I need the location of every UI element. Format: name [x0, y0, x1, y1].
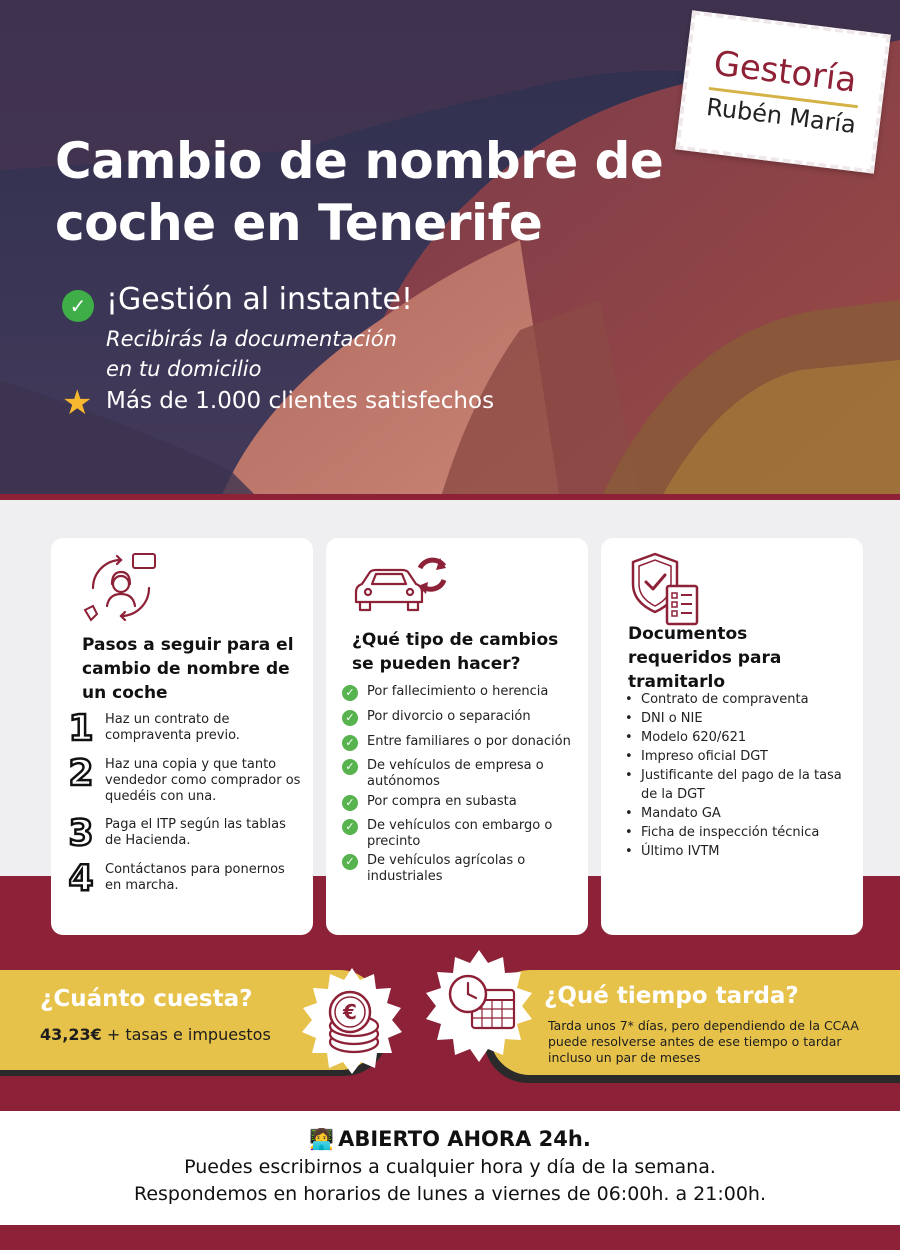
step-item	[65, 858, 305, 899]
brand-logo[interactable]	[675, 10, 891, 173]
feature-instant-subtitle-line2: en tu domicilio	[106, 357, 262, 381]
price-amount: 43,23€	[40, 1025, 102, 1044]
change-item	[342, 709, 582, 729]
change-item	[342, 734, 582, 754]
support-agent-icon	[81, 548, 161, 628]
feature-instant-title: ¡Gestión al instante!	[106, 282, 414, 317]
feature-instant-subtitle-line1: Recibirás la documentación	[106, 327, 397, 351]
document-item: • Último IVTM	[623, 842, 853, 861]
step-text: Contáctanos para ponernos en marcha.	[105, 862, 285, 893]
document-item: • Modelo 620/621	[623, 728, 853, 747]
changes-title: ¿Qué tipo de cambios se pueden hacer?	[352, 630, 559, 674]
step-number: 3	[68, 813, 94, 854]
feature-instant-subtitle	[106, 324, 397, 384]
steps-title: Pasos a seguir para el cambio de nombre de un coche	[82, 635, 294, 703]
step-number: 1	[68, 708, 94, 749]
document-item: • Contrato de compraventa	[623, 690, 853, 709]
check-icon: ✓	[342, 710, 358, 726]
document-item: • Ficha de inspección técnica	[623, 823, 853, 842]
price-text	[40, 1025, 271, 1044]
footer-line1: Puedes escribirnos a cualquier hora y día de la semana.	[184, 1156, 716, 1178]
logo-line2: Rubén María	[704, 92, 858, 140]
step-number: 4	[68, 858, 94, 899]
check-icon: ✓	[342, 759, 358, 775]
price-title: ¿Cuánto cuesta?	[40, 986, 253, 1012]
card-steps	[51, 538, 313, 935]
clock-calendar-icon	[420, 948, 538, 1066]
document-item: • DNI o NIE	[623, 709, 853, 728]
page-title: Cambio de nombre de coche en Tenerife	[55, 132, 664, 252]
step-text: Paga el ITP según las tablas de Hacienda.	[105, 817, 286, 848]
shield-document-icon	[627, 550, 707, 630]
card-documents	[601, 538, 863, 935]
step-item	[65, 813, 305, 854]
change-text: Por compra en subasta	[367, 794, 517, 809]
check-circle-icon: ✓	[62, 290, 94, 322]
change-item	[342, 818, 582, 852]
svg-text:€: €	[343, 1000, 357, 1024]
step-item	[65, 708, 305, 749]
price-suffix: + tasas e impuestos	[101, 1025, 271, 1044]
step-text: Haz un contrato de compraventa previo.	[105, 712, 240, 743]
step-number: 2	[68, 753, 94, 794]
change-text: De vehículos con embargo o precinto	[367, 818, 553, 849]
documents-list	[623, 690, 853, 861]
open-status-text: ABIERTO AHORA 24h.	[338, 1127, 591, 1151]
star-icon: ★	[62, 383, 93, 423]
change-item	[342, 684, 582, 704]
change-item	[342, 758, 582, 792]
logo-line1: Gestoría	[711, 43, 859, 101]
document-item: • Justificante del pago de la tasa de la DGT	[623, 766, 853, 804]
coins-euro-icon	[296, 966, 408, 1078]
document-item: • Impreso oficial DGT	[623, 747, 853, 766]
check-icon: ✓	[342, 735, 358, 751]
documents-title: Documentos requeridos para tramitarlo	[628, 624, 782, 692]
change-text: Por divorcio o separación	[367, 709, 531, 724]
change-text: Por fallecimiento o herencia	[367, 684, 549, 699]
step-item	[65, 753, 305, 809]
hero-divider	[0, 494, 900, 500]
check-icon: ✓	[342, 854, 358, 870]
change-text: De vehículos agrícolas o industriales	[367, 853, 526, 884]
change-text: De vehículos de empresa o autónomos	[367, 758, 544, 789]
change-item	[342, 853, 582, 887]
time-title: ¿Qué tiempo tarda?	[544, 983, 799, 1009]
step-text: Haz una copia y que tanto vendedor como comprador os quedéis con una.	[105, 757, 301, 804]
document-item: • Mandato GA	[623, 804, 853, 823]
car-refresh-icon	[350, 550, 450, 620]
open-status	[0, 1127, 900, 1151]
change-item	[342, 794, 582, 814]
check-icon: ✓	[342, 819, 358, 835]
time-text: Tarda unos 7* días, pero dependiendo de la CCAA puede resolverse antes de ese tiempo o tardar incluso un par de meses	[548, 1018, 859, 1065]
check-icon: ✓	[342, 685, 358, 701]
footer-band	[0, 1225, 900, 1250]
card-changes	[326, 538, 588, 935]
person-laptop-icon: 👩‍💻	[309, 1127, 335, 1151]
check-icon: ✓	[342, 795, 358, 811]
footer-line2: Respondemos en horarios de lunes a viernes de 06:00h. a 21:00h.	[133, 1183, 767, 1205]
change-text: Entre familiares o por donación	[367, 734, 571, 749]
feature-clients-title: Más de 1.000 clientes satisfechos	[106, 388, 495, 414]
